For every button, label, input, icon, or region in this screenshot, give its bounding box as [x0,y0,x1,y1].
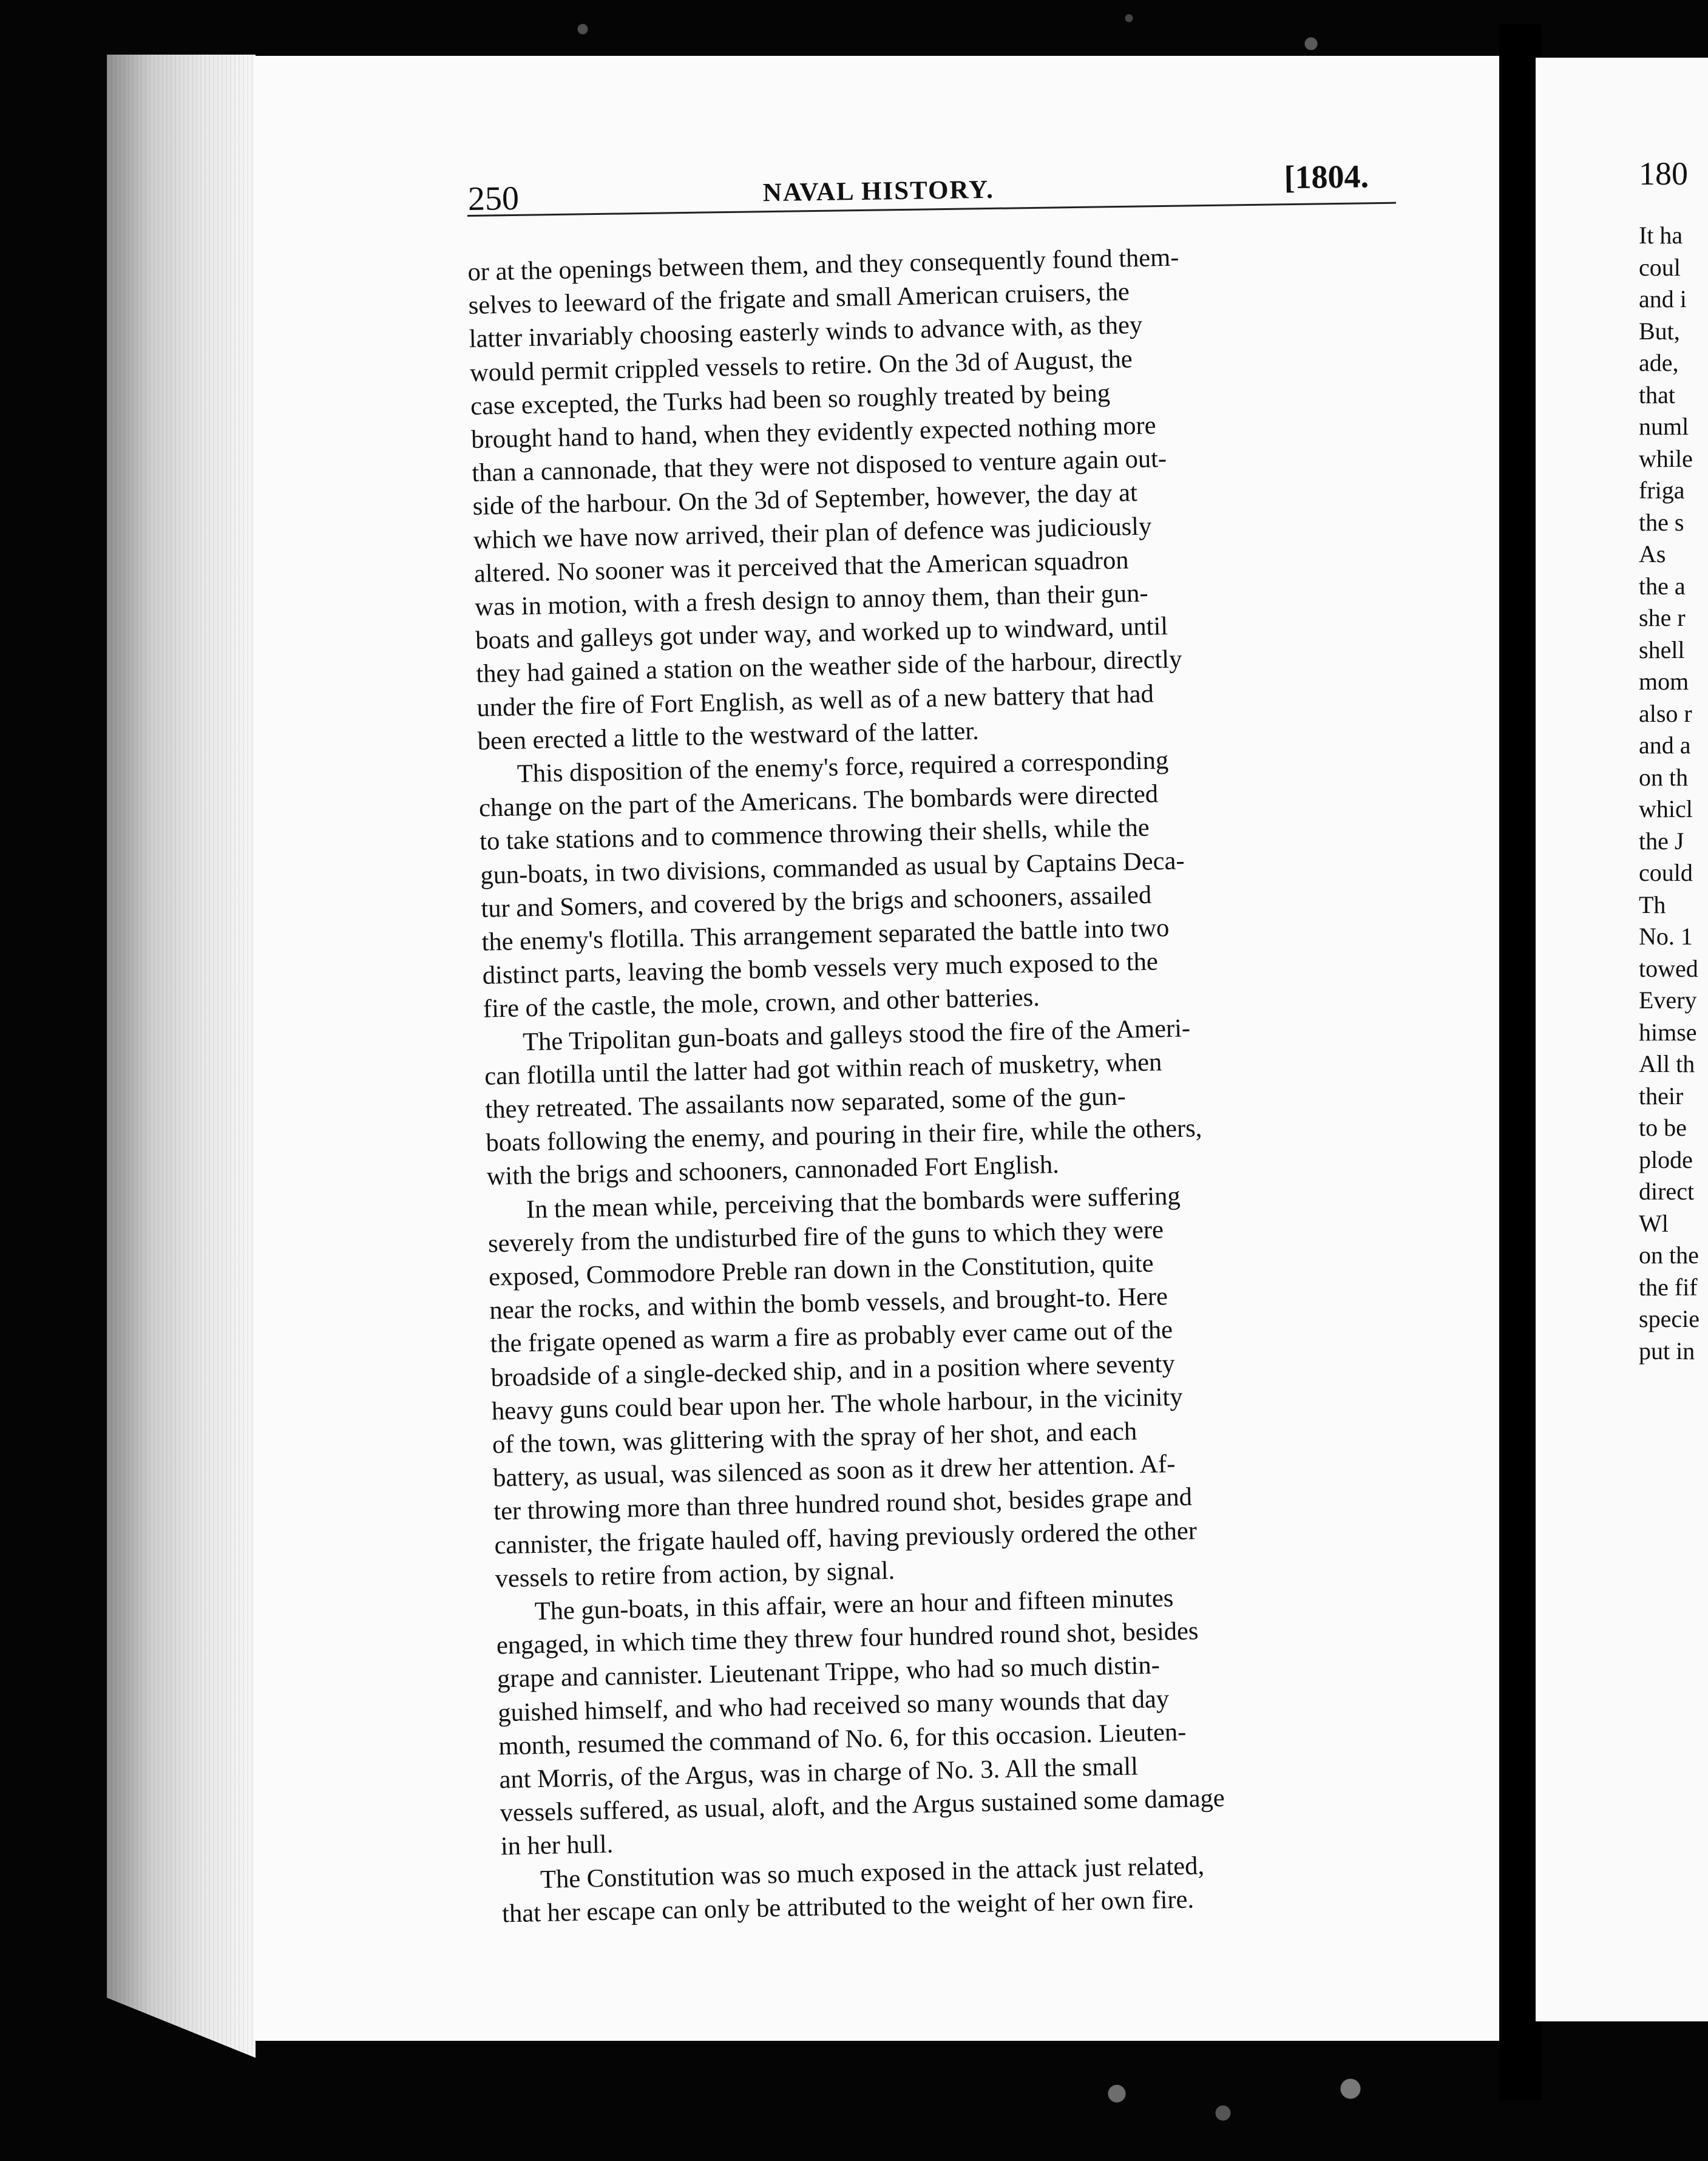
text-line: ant Morris, of the Argus, was in charge of No. 3. All the small [499,1752,1139,1794]
text-line: exposed, Commodore Preble ran down in the Constitution, quite [488,1249,1154,1292]
body-text [467,234,1485,1929]
text-line: distinct parts, leaving the bomb vessels very much exposed to the [482,947,1159,990]
text-line: side of the harbour. On the 3d of September, however, the day at [472,478,1138,521]
next-page-line: But, [1639,317,1680,345]
next-page-line: As [1639,540,1666,568]
text-line: tur and Somers, and covered by the brigs and schooners, assailed [481,880,1152,923]
text-line: broadside of a single-decked ship, and in a position where seventy [490,1349,1176,1393]
next-page-line: ade, [1639,349,1679,376]
next-page-line: the fif [1639,1273,1698,1301]
text-line: to take stations and to commence throwing their shells, while the [479,813,1150,857]
next-page-line: direct [1639,1178,1695,1205]
next-page-line: himse [1639,1018,1697,1046]
next-page-line: could [1639,859,1693,886]
text-line: the frigate opened as warm a fire as probably ever came out of the [490,1315,1173,1359]
next-page-line: towed [1639,954,1698,982]
next-page-line: It ha [1639,222,1683,249]
next-page-line: that [1639,381,1675,409]
text-line: gun-boats, in two divisions, commanded as usual by Captains Deca- [480,846,1185,890]
next-page-line: the s [1639,508,1684,536]
text-line: severely from the undisturbed fire of the guns to which they were [487,1215,1164,1258]
text-line: The Constitution was so much exposed in the attack just related, [540,1851,1205,1894]
text-line: This disposition of the enemy's force, required a corresponding [517,745,1169,789]
next-page-line: Every [1639,986,1697,1014]
text-line: near the rocks, and within the bomb vessels, and brought-to. Here [489,1282,1168,1325]
text-line: in her hull. [500,1830,614,1861]
next-page-line: Th [1639,891,1666,918]
text-line: latter invariably choosing easterly winds to advance with, as they [469,311,1143,354]
next-page-number: 180 [1639,155,1688,192]
text-line: vessels suffered, as usual, aloft, and the Argus sustained some damage [500,1783,1225,1828]
text-line: The gun-boats, in this affair, were an hour and fifteen minutes [534,1584,1174,1626]
text-line: than a cannonade, that they were not disposed to venture again out- [472,444,1167,488]
next-page-line: their [1639,1082,1684,1110]
text-line: ter throwing more than three hundred round shot, besides grape and [493,1482,1193,1526]
text-line: which we have now arrived, their plan of defence was judiciously [473,512,1152,555]
next-page-line: on the [1639,1241,1699,1269]
text-line: heavy guns could bear upon her. The whole harbour, in the vicinity [491,1382,1183,1426]
text-line: the enemy's flotilla. This arrangement separated the battle into two [481,914,1170,957]
text-line: boats and galleys got under way, and worked up to windward, until [475,612,1168,656]
text-line: cannister, the frigate hauled off, having previously ordered the other [494,1516,1198,1560]
next-page-text [1639,219,1708,1408]
next-page-line: plode [1639,1145,1693,1173]
text-line: engaged, in which time they threw four hundred round shot, besides [496,1617,1199,1660]
text-line: grape and cannister. Lieutenant Trippe, who had so much distin- [496,1651,1161,1694]
scan-noise-bottom [1032,2055,1457,2152]
text-line: selves to leeward of the frigate and small American cruisers, the [468,277,1130,321]
text-line: they retreated. The assailants now separated, some of the gun- [485,1082,1127,1124]
next-page-line: to be [1639,1114,1687,1141]
text-line: month, resumed the command of No. 6, for this occasion. Lieuten- [498,1717,1187,1761]
next-page-line: mom [1639,668,1689,695]
next-page-line: also r [1639,699,1692,727]
text-line: been erected a little to the westward of the latter. [477,716,980,756]
next-page-line: the a [1639,572,1686,600]
running-year: [1804. [1284,158,1369,196]
book-edge-lines [107,55,256,2058]
running-title: NAVAL HISTORY. [762,175,995,208]
next-page-line: put in [1639,1337,1695,1365]
next-page-line: shell [1639,636,1685,663]
text-line: battery, as usual, was silenced as soon as it drew her attention. Af- [492,1450,1176,1493]
next-page-line: All th [1639,1050,1695,1077]
text-line: would permit crippled vessels to retire. On the 3d of August, the [469,344,1133,387]
text-line: or at the openings between them, and they consequently found them- [467,243,1179,287]
text-line: The Tripolitan gun-boats and galleys stood the fire of the Ameri- [522,1013,1191,1056]
next-page-line: numl [1639,413,1689,440]
next-page-line: No. 1 [1639,923,1693,950]
text-line: boats following the enemy, and pouring in their fire, while the others, [486,1114,1202,1158]
text-line: with the brigs and schooners, cannonaded Fort English. [486,1150,1060,1192]
text-line: guished himself, and who had received so many wounds that day [497,1684,1170,1728]
text-line: brought hand to hand, when they evidently expected nothing more [470,411,1156,454]
next-page-line: and a [1639,731,1691,759]
next-page-line: the J [1639,827,1684,855]
text-line: under the fire of Fort English, as well as of a new battery that had [476,679,1154,722]
next-page-line: on th [1639,763,1689,791]
text-line: they had gained a station on the weather side of the harbour, directly [475,645,1182,689]
text-line: that her escape can only be attributed to the weight of her own fire. [501,1885,1195,1929]
text-line: change on the part of the Americans. The bombards were directed [478,779,1159,823]
next-page-line: coul [1639,253,1681,281]
text-line: altered. No sooner was it perceived that the American squadron [473,546,1129,588]
text-line: case excepted, the Turks had been so roughly treated by being [470,378,1111,421]
next-page-line: she r [1639,604,1686,631]
next-page-line: while [1639,444,1693,472]
next-page-line: Wl [1639,1209,1669,1237]
text-line: fire of the castle, the mole, crown, and other batteries. [483,983,1040,1024]
text-line: was in motion, with a fresh design to annoy them, than their gun- [474,578,1148,622]
text-line: of the town, was glittering with the spray of her shot, and each [492,1417,1137,1459]
text-line: In the mean while, perceiving that the bombards were suffering [526,1181,1181,1224]
text-line: vessels to retire from action, by signal. [495,1556,895,1593]
next-page-line: whicl [1639,795,1693,823]
page-number: 250 [467,179,520,218]
text-line: can flotilla until the latter had got within reach of musketry, when [484,1048,1162,1091]
next-page-line: specie [1639,1305,1700,1332]
next-page-line: and i [1639,285,1687,313]
next-page-line: friga [1639,477,1685,504]
